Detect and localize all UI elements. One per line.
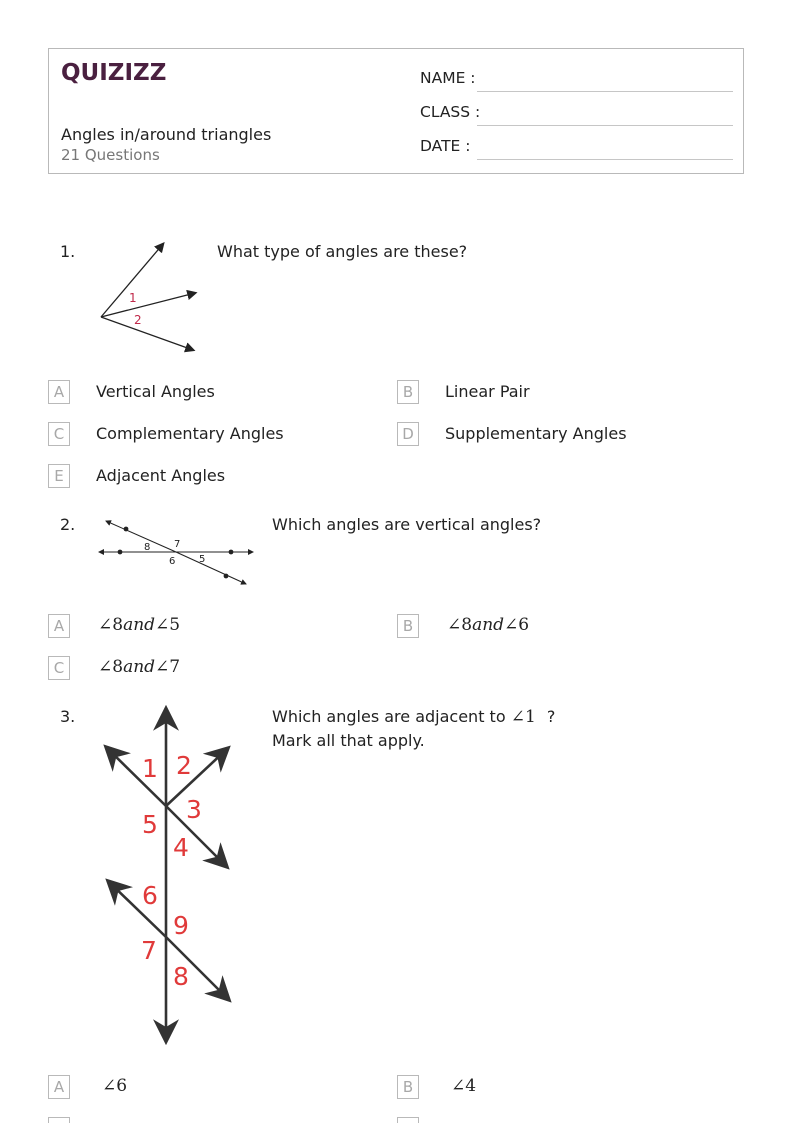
q1-option-e-box[interactable]: E bbox=[48, 464, 70, 488]
q3-option-b-box[interactable]: B bbox=[397, 1075, 419, 1099]
q1-option-e-text[interactable]: Adjacent Angles bbox=[96, 466, 226, 485]
worksheet-title: Angles in/around triangles bbox=[61, 125, 272, 144]
question-2-number: 2. bbox=[60, 515, 76, 534]
question-3-text: Which angles are adjacent to ∠1 ? bbox=[272, 707, 556, 727]
question-1-number: 1. bbox=[60, 242, 76, 261]
angle-label-5: 5 bbox=[199, 554, 206, 565]
class-line[interactable] bbox=[477, 125, 733, 126]
q2-option-c-text[interactable]: ∠8and∠7 bbox=[98, 657, 181, 677]
angle-label-1: 1 bbox=[129, 291, 137, 305]
q3-option-a-text[interactable]: ∠6 bbox=[102, 1076, 128, 1096]
angle-label-7: 7 bbox=[141, 936, 157, 965]
question-1-text: What type of angles are these? bbox=[217, 242, 468, 261]
q2-option-b-box[interactable]: B bbox=[397, 614, 419, 638]
q1-option-b-text[interactable]: Linear Pair bbox=[445, 382, 530, 401]
q1-option-c-box[interactable]: C bbox=[48, 422, 70, 446]
q2-option-a-box[interactable]: A bbox=[48, 614, 70, 638]
angle-label-2: 2 bbox=[176, 751, 192, 780]
question-3-figure bbox=[100, 704, 240, 1053]
class-field[interactable] bbox=[420, 103, 733, 129]
name-label: NAME : bbox=[420, 69, 476, 87]
angle-label-3: 3 bbox=[186, 795, 202, 824]
angle-label-8: 8 bbox=[144, 542, 151, 553]
q1-option-d-text[interactable]: Supplementary Angles bbox=[445, 424, 627, 443]
q3-option-a-box[interactable]: A bbox=[48, 1075, 70, 1099]
question-3-number: 3. bbox=[60, 707, 76, 726]
angle-label-5: 5 bbox=[142, 810, 158, 839]
q1-option-d-box[interactable]: D bbox=[397, 422, 419, 446]
name-field[interactable] bbox=[420, 69, 733, 95]
date-field[interactable] bbox=[420, 137, 733, 163]
question-count: 21 Questions bbox=[61, 146, 160, 164]
q2-option-a-text[interactable]: ∠8and∠5 bbox=[98, 615, 181, 635]
q2-option-b-text[interactable]: ∠8and∠6 bbox=[447, 615, 530, 635]
q2-option-c-box[interactable]: C bbox=[48, 656, 70, 680]
angle-label-2: 2 bbox=[134, 313, 142, 327]
class-label: CLASS : bbox=[420, 103, 481, 121]
question-3-instruction: Mark all that apply. bbox=[272, 731, 425, 750]
q3-option-b-text[interactable]: ∠4 bbox=[451, 1076, 477, 1096]
worksheet-header bbox=[48, 48, 744, 174]
angle-label-1: 1 bbox=[142, 754, 158, 783]
date-line[interactable] bbox=[477, 159, 733, 160]
q1-option-b-box[interactable]: B bbox=[397, 380, 419, 404]
q1-option-a-text[interactable]: Vertical Angles bbox=[96, 382, 215, 401]
question-1-figure bbox=[96, 238, 206, 362]
q3-option-d-box-partial[interactable] bbox=[397, 1117, 419, 1123]
question-3-angle: ∠1 bbox=[510, 707, 536, 727]
quizizz-logo bbox=[61, 59, 167, 89]
angle-label-6: 6 bbox=[142, 881, 158, 910]
angle-label-8: 8 bbox=[173, 962, 189, 991]
logo-text: QUIZIZZ bbox=[61, 60, 167, 86]
angle-label-6: 6 bbox=[169, 556, 176, 567]
angle-label-9: 9 bbox=[173, 911, 189, 940]
date-label: DATE : bbox=[420, 137, 471, 155]
q1-option-a-box[interactable]: A bbox=[48, 380, 70, 404]
q3-option-c-box-partial[interactable] bbox=[48, 1117, 70, 1123]
question-2-figure bbox=[96, 515, 256, 594]
name-line[interactable] bbox=[477, 91, 733, 92]
q1-option-c-text[interactable]: Complementary Angles bbox=[96, 424, 284, 443]
angle-label-4: 4 bbox=[173, 833, 189, 862]
angle-label-7: 7 bbox=[174, 539, 181, 550]
question-2-text: Which angles are vertical angles? bbox=[272, 515, 542, 534]
